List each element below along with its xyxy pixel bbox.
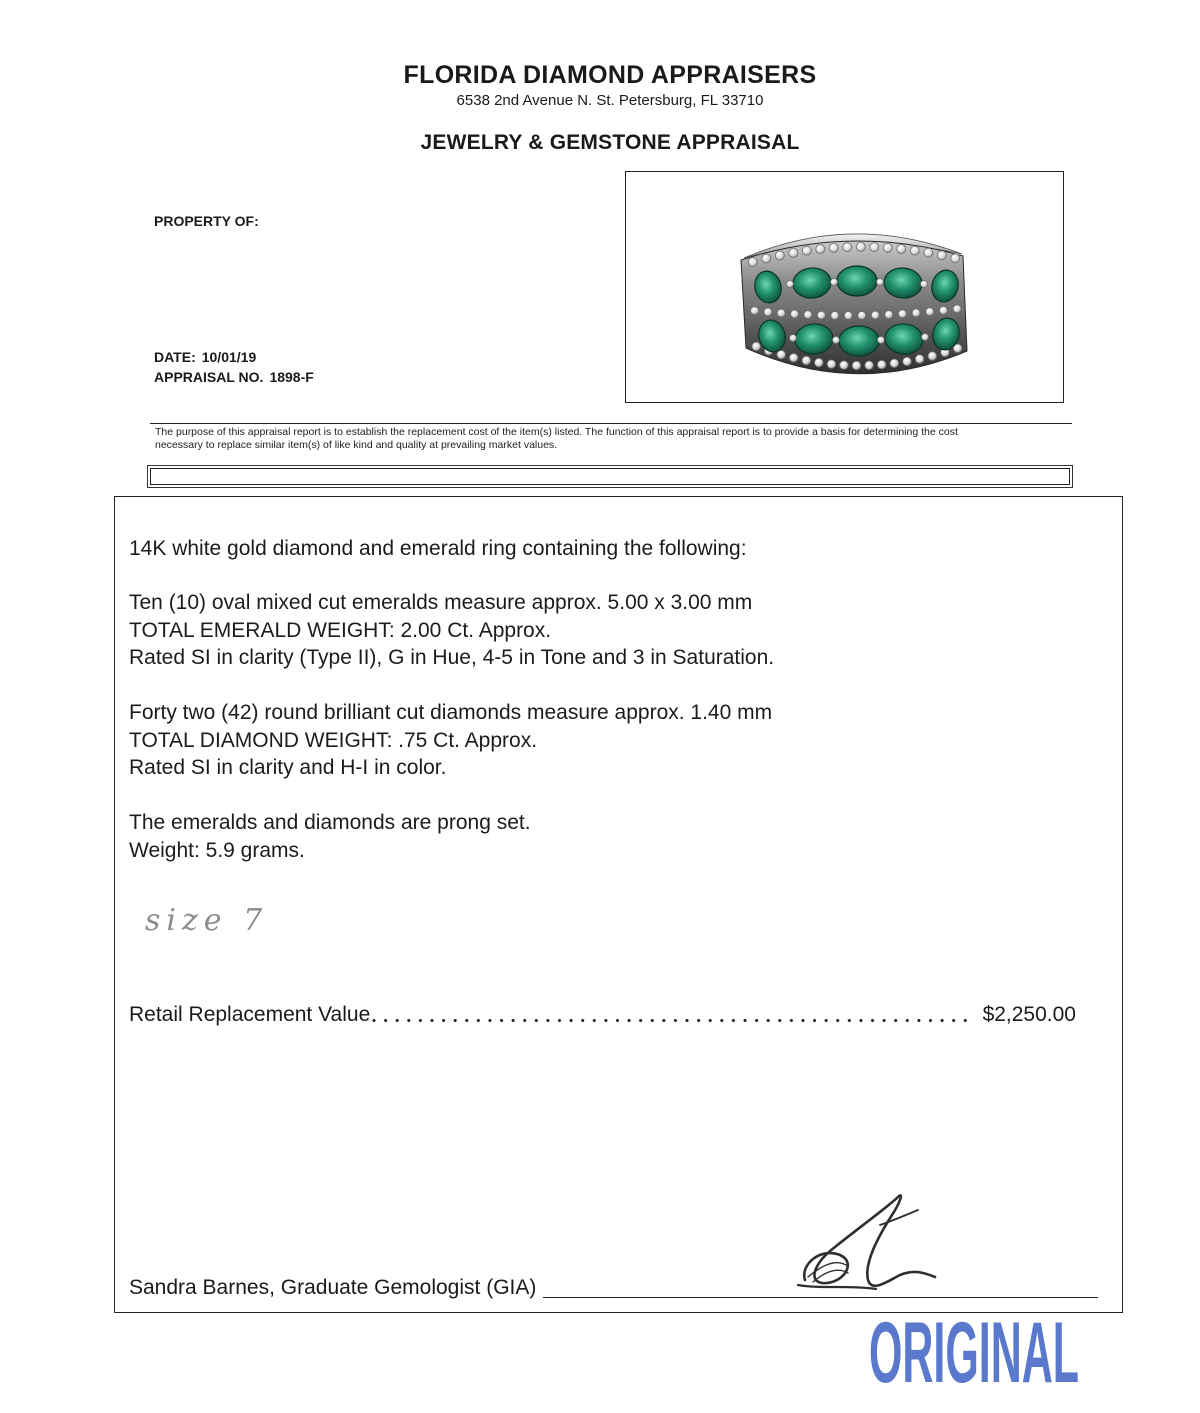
diamond — [777, 350, 786, 359]
diamond-line: Forty two (42) round brilliant cut diamonds measure approx. 1.40 mm — [129, 701, 773, 724]
signature-stroke — [798, 1285, 876, 1289]
diamond — [790, 335, 797, 342]
diamond — [871, 311, 879, 319]
diamond — [921, 281, 928, 288]
company-name: FLORIDA DIAMOND APPRAISERS — [403, 61, 817, 89]
diamond — [816, 245, 825, 254]
date-label: DATE: — [154, 349, 196, 365]
company-address: 6538 2nd Avenue N. St. Petersburg, FL 33710 — [456, 92, 764, 109]
diamond — [877, 360, 886, 369]
diamond — [897, 245, 906, 254]
diamond — [939, 306, 947, 314]
diamond — [817, 311, 825, 319]
disclaimer — [155, 426, 958, 452]
item-intro: 14K white gold diamond and emerald ring containing the following: — [129, 537, 747, 560]
diamond — [831, 279, 838, 286]
diamond — [791, 310, 799, 318]
appraisal-number-line — [154, 369, 314, 386]
diamond — [915, 355, 924, 364]
diamond-line: TOTAL DIAMOND WEIGHT: .75 Ct. Approx. — [129, 728, 538, 752]
emerald-line: Ten (10) oval mixed cut emeralds measure approx. 5.00 x 3.00 mm — [129, 591, 753, 614]
stamp-text: ORIGINAL — [869, 1316, 1079, 1388]
diamond — [840, 361, 849, 370]
diamond — [752, 342, 761, 351]
date-line — [154, 349, 256, 366]
dot-leader — [372, 1018, 974, 1023]
diamond — [924, 248, 933, 257]
emerald-stone — [837, 266, 877, 296]
emerald-stone — [839, 326, 879, 356]
diamond — [844, 312, 852, 320]
diamond — [898, 310, 906, 318]
signer-row — [129, 1274, 1098, 1302]
diamond — [789, 248, 798, 257]
diamond — [928, 352, 937, 361]
diamond — [912, 309, 920, 317]
retail-value-row — [129, 1001, 1076, 1029]
diamond — [870, 243, 879, 252]
emerald-line: TOTAL EMERALD WEIGHT: 2.00 Ct. Approx. — [129, 618, 552, 642]
diamond-line: Rated SI in clarity and H-I in color. — [129, 756, 447, 779]
diamond — [802, 356, 811, 365]
disclaimer-line: The purpose of this appraisal report is to establish the replacement cost of the item(s) listed. The function of this appraisal report is to provide a basis for determining the cost — [155, 426, 958, 438]
diamond — [903, 357, 912, 366]
item-photo-frame — [625, 171, 1064, 403]
double-border-bar — [147, 465, 1073, 488]
double-border-bar-inner — [150, 468, 1070, 485]
handwritten-size-note: size 7 — [145, 903, 269, 938]
diamond — [858, 311, 866, 319]
setting-details — [129, 809, 531, 864]
emerald-line: Rated SI in clarity (Type II), G in Hue, 4-5 in Tone and 3 in Saturation. — [129, 646, 775, 669]
diamond — [926, 308, 934, 316]
diamond — [953, 305, 961, 313]
property-of-label: PROPERTY OF: — [154, 213, 259, 229]
diamond — [748, 258, 757, 267]
diamond — [865, 361, 874, 370]
diamond — [878, 337, 885, 344]
diamond — [762, 254, 771, 263]
setting-line: The emeralds and diamonds are prong set. — [129, 811, 531, 834]
diamond — [802, 246, 811, 255]
appraisal-number-label: APPRAISAL NO. — [154, 369, 264, 385]
diamond — [789, 354, 798, 363]
header-divider — [150, 423, 1072, 424]
document-title: JEWELRY & GEMSTONE APPRAISAL — [420, 131, 800, 154]
diamond — [890, 359, 899, 368]
setting-line: Weight: 5.9 grams. — [129, 838, 305, 862]
diamond — [951, 254, 960, 263]
diamond — [787, 281, 794, 288]
ring-photo — [626, 172, 1062, 401]
original-stamp — [866, 1316, 1082, 1388]
diamond — [885, 311, 893, 319]
signer-name: Sandra Barnes, Graduate Gemologist (GIA) — [129, 1276, 537, 1299]
diamond — [843, 243, 852, 252]
diamond — [751, 307, 759, 315]
appraisal-number-value: 1898-F — [269, 369, 314, 385]
diamond — [815, 358, 824, 367]
diamond — [877, 279, 884, 286]
emerald-details — [129, 589, 774, 672]
signature-stroke — [804, 1195, 935, 1285]
retail-value-amount: $2,250.00 — [982, 1003, 1076, 1026]
diamond — [910, 246, 919, 255]
diamond — [775, 251, 784, 260]
diamond — [777, 309, 785, 317]
handwritten-signature — [780, 1185, 950, 1305]
diamond — [883, 243, 892, 252]
retail-value-label: Retail Replacement Value — [129, 1003, 371, 1026]
diamond — [804, 311, 812, 319]
diamond-details — [129, 699, 772, 782]
date-value: 10/01/19 — [201, 349, 257, 365]
diamond — [827, 360, 836, 369]
diamond — [833, 337, 840, 344]
diamond — [852, 361, 861, 370]
diamond — [922, 334, 929, 341]
signature-stroke — [880, 1210, 918, 1225]
disclaimer-line: necessary to replace similar item(s) of like kind and quality at prevailing market values. — [155, 439, 558, 451]
diamond — [831, 312, 839, 320]
diamond — [937, 251, 946, 260]
diamond — [856, 242, 865, 251]
diamond — [829, 243, 838, 252]
diamond — [764, 308, 772, 316]
